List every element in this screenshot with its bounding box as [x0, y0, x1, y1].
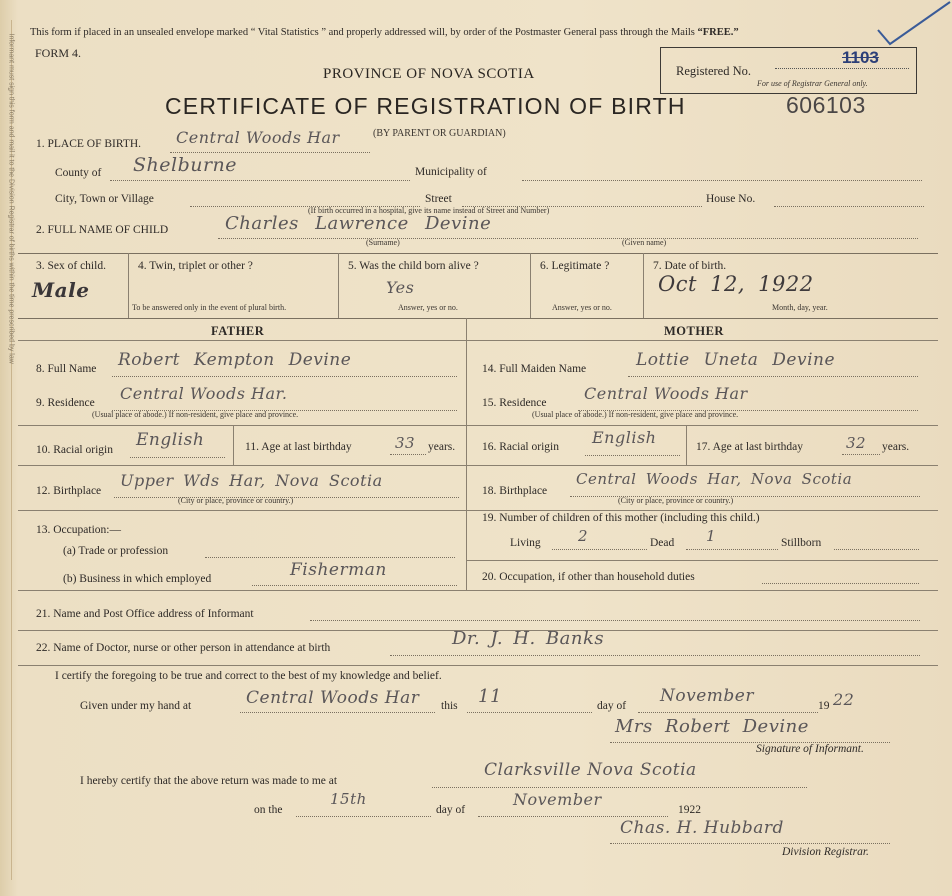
- mother-name-value: Lottie Uneta Devine: [636, 350, 836, 370]
- registrar-month: November: [513, 790, 602, 809]
- registered-number: 1103: [842, 48, 879, 67]
- business-label: (b) Business in which employed: [63, 573, 212, 585]
- place-of-birth-value: Central Woods Har: [176, 128, 340, 147]
- handwritten-reg-number: 606103: [786, 92, 866, 118]
- registered-line: [775, 68, 909, 69]
- form-number: FORM 4.: [35, 46, 82, 60]
- father-birthplace-label: 12. Birthplace: [36, 485, 102, 497]
- by-parent-label: (BY PARENT OR GUARDIAN): [373, 128, 506, 139]
- mother-racial-value: English: [592, 428, 657, 447]
- child-name-value: Charles Lawrence Devine: [225, 213, 492, 234]
- mother-age-value: 32: [846, 434, 867, 452]
- mother-header: MOTHER: [664, 324, 724, 338]
- given-day: 11: [478, 686, 502, 707]
- certify-text: I certify the foregoing to be true and correct to the best of my knowledge and belief.: [55, 670, 442, 682]
- date-of-birth-label: 7. Date of birth.: [653, 260, 727, 272]
- registrar-year: 1922: [678, 804, 701, 816]
- province-title: PROVINCE OF NOVA SCOTIA: [323, 66, 535, 82]
- mother-years-label: years.: [882, 441, 910, 453]
- registrar-on-label: on the: [254, 804, 283, 816]
- registrar-text: I hereby certify that the above return was made to me at: [80, 775, 338, 787]
- date-of-birth-value: Oct 12, 1922: [658, 272, 814, 296]
- given-year-prefix: 19: [818, 700, 830, 712]
- mailing-notice: [30, 27, 739, 38]
- stillborn-label: Stillborn: [781, 537, 822, 549]
- surname-note: (Surname): [366, 238, 400, 247]
- mother-age-label: 17. Age at last birthday: [696, 441, 803, 453]
- place-of-birth-label: 1. PLACE OF BIRTH.: [36, 138, 142, 150]
- sex-value: Male: [32, 278, 90, 302]
- given-label: Given under my hand at: [80, 700, 192, 712]
- county-value: Shelburne: [133, 154, 238, 176]
- child-name-label: 2. FULL NAME OF CHILD: [36, 224, 169, 236]
- informant-signature: Mrs Robert Devine: [615, 716, 809, 737]
- father-birthplace-note: (City or place, province or country.): [178, 496, 294, 505]
- mother-birthplace-note: (City or place, province or country.): [618, 496, 734, 505]
- certificate-title: CERTIFICATE OF REGISTRATION OF BIRTH: [165, 93, 686, 119]
- father-age-label: 11. Age at last birthday: [245, 441, 352, 453]
- mother-residence-value: Central Woods Har: [584, 384, 748, 403]
- father-residence-label: 9. Residence: [36, 397, 95, 409]
- living-value: 2: [578, 527, 589, 545]
- twin-label: 4. Twin, triplet or other ?: [138, 260, 253, 272]
- occupation-label: 13. Occupation:—: [36, 524, 121, 536]
- county-label: County of: [55, 167, 102, 179]
- left-margin-strip: [1, 20, 15, 880]
- born-alive-label: 5. Was the child born alive ?: [348, 260, 479, 272]
- division-registrar-label: Division Registrar.: [782, 846, 869, 858]
- given-year: 22: [833, 690, 855, 709]
- business-value: Fisherman: [290, 560, 387, 580]
- free-label: “FREE.”: [697, 27, 739, 38]
- twin-note: To be answered only in the event of plural birth.: [132, 303, 287, 312]
- father-residence-note: (Usual place of abode.) If non-resident, give place and province.: [92, 410, 299, 419]
- doctor-label: 22. Name of Doctor, nurse or other person in attendance at birth: [36, 642, 331, 654]
- given-place: Central Woods Har: [246, 688, 420, 708]
- father-age-value: 33: [395, 434, 416, 452]
- house-label: House No.: [706, 193, 756, 205]
- municipality-label: Municipality of: [415, 166, 487, 178]
- city-label: City, Town or Village: [55, 193, 154, 205]
- father-header: FATHER: [211, 324, 265, 338]
- doctor-value: Dr. J. H. Banks: [452, 628, 605, 649]
- signature-of-informant-label: Signature of Informant.: [756, 743, 864, 755]
- father-racial-label: 10. Racial origin: [36, 444, 113, 456]
- father-birthplace-value: Upper Wds Har, Nova Scotia: [120, 471, 383, 490]
- given-name-note: (Given name): [622, 238, 667, 247]
- street-label: Street: [425, 193, 452, 205]
- informant-label: 21. Name and Post Office address of Informant: [36, 608, 254, 620]
- father-residence-value: Central Woods Har.: [120, 384, 288, 403]
- date-note: Month, day, year.: [772, 303, 828, 312]
- mailing-notice-text: This form if placed in an unsealed envelope marked “ Vital Statistics ” and properly addressed will, by order of the Postmaster General pass through the Mails: [30, 27, 695, 38]
- legitimate-note: Answer, yes or no.: [552, 303, 612, 312]
- given-month: November: [660, 686, 754, 706]
- mother-name-label: 14. Full Maiden Name: [482, 363, 587, 375]
- living-label: Living: [510, 537, 541, 549]
- legitimate-label: 6. Legitimate ?: [540, 260, 610, 272]
- mother-occupation-label: 20. Occupation, if other than household duties: [482, 571, 695, 583]
- dead-value: 1: [706, 527, 717, 545]
- mother-birthplace-label: 18. Birthplace: [482, 485, 548, 497]
- registered-note: For use of Registrar General only.: [757, 79, 868, 88]
- mother-racial-label: 16. Racial origin: [482, 441, 559, 453]
- father-racial-value: English: [136, 430, 205, 450]
- this-label: this: [441, 700, 458, 712]
- father-years-label: years.: [428, 441, 456, 453]
- registrar-day: 15th: [330, 790, 367, 808]
- mother-residence-note: (Usual place of abode.) If non-resident, give place and province.: [532, 410, 739, 419]
- registrar-dayof-label: day of: [436, 804, 466, 816]
- hospital-note: (If birth occurred in a hospital, give its name instead of Street and Number): [308, 206, 550, 215]
- margin-instructions: Informant must sign this form and mail it to the Division Registrar of births within the time prescribed by law: [7, 33, 15, 364]
- father-name-value: Robert Kempton Devine: [118, 350, 352, 370]
- born-alive-note: Answer, yes or no.: [398, 303, 458, 312]
- mother-residence-label: 15. Residence: [482, 397, 547, 409]
- registered-label: Registered No.: [676, 64, 751, 78]
- children-count-label: 19. Number of children of this mother (including this child.): [482, 512, 760, 524]
- given-dayof-label: day of: [597, 700, 627, 712]
- sex-label: 3. Sex of child.: [36, 260, 106, 272]
- dead-label: Dead: [650, 537, 675, 549]
- trade-label: (a) Trade or profession: [63, 545, 169, 557]
- registrar-place: Clarksville Nova Scotia: [484, 760, 697, 780]
- father-name-label: 8. Full Name: [36, 363, 97, 375]
- born-alive-value: Yes: [386, 278, 415, 297]
- check-mark-icon: [872, 0, 952, 48]
- mother-birthplace-value: Central Woods Har, Nova Scotia: [576, 470, 853, 488]
- registrar-signature: Chas. H. Hubbard: [620, 818, 784, 838]
